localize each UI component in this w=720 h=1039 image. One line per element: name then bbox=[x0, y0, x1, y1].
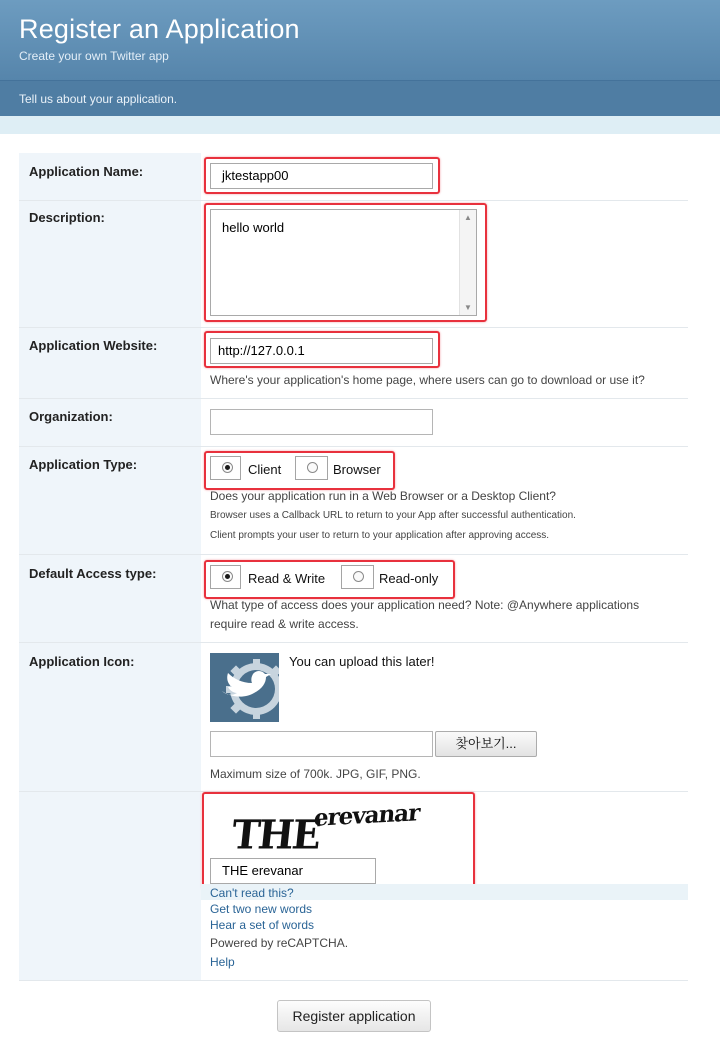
page-title: Register an Application bbox=[19, 14, 300, 44]
recaptcha-powered-text: Powered by reCAPTCHA. bbox=[210, 936, 349, 950]
scroll-up-icon[interactable]: ▲ bbox=[464, 213, 472, 222]
row-divider bbox=[19, 200, 688, 201]
radio-readonly[interactable] bbox=[353, 571, 364, 582]
access-type-hint-line2: require read & write access. bbox=[210, 617, 359, 631]
radio-readwrite-label[interactable]: Read & Write bbox=[248, 571, 326, 586]
row-divider bbox=[19, 980, 688, 981]
get-new-words-link[interactable]: Get two new words bbox=[210, 902, 313, 916]
captcha-word-1: THE bbox=[229, 810, 322, 859]
radio-client-label[interactable]: Client bbox=[248, 462, 282, 477]
row-divider bbox=[19, 327, 688, 328]
description-text: hello world bbox=[222, 220, 285, 235]
radio-browser-box[interactable] bbox=[295, 456, 328, 480]
app-type-hint: Does your application run in a Web Browser or a Desktop Client? bbox=[210, 489, 556, 503]
app-type-note-browser: Browser uses a Callback URL to return to your App after successful authentication. bbox=[210, 510, 576, 521]
website-label: Application Website: bbox=[29, 338, 158, 353]
app-type-note-client: Client prompts your user to return to your application after approving access. bbox=[210, 530, 550, 541]
app-name-input[interactable]: jktestapp00 bbox=[210, 163, 433, 189]
row-divider bbox=[19, 791, 688, 792]
upload-later-note: You can upload this later! bbox=[289, 654, 435, 669]
icon-file-path-input[interactable] bbox=[210, 731, 433, 757]
radio-client[interactable] bbox=[222, 462, 233, 473]
captcha-input[interactable]: THE erevanar bbox=[210, 858, 376, 884]
register-application-button[interactable]: Register application bbox=[277, 1000, 431, 1032]
row-divider bbox=[19, 446, 688, 447]
access-type-label: Default Access type: bbox=[29, 566, 157, 581]
scroll-down-icon[interactable]: ▼ bbox=[464, 303, 472, 312]
app-icon-label: Application Icon: bbox=[29, 654, 135, 669]
page-subtitle: Create your own Twitter app bbox=[19, 49, 169, 63]
textarea-scrollbar[interactable] bbox=[459, 210, 476, 315]
description-label: Description: bbox=[29, 210, 105, 225]
cant-read-link[interactable]: Can't read this? bbox=[210, 886, 294, 900]
website-hint: Where's your application's home page, where users can go to download or use it? bbox=[210, 373, 645, 387]
captcha-help-link[interactable]: Help bbox=[210, 955, 235, 969]
hear-words-link[interactable]: Hear a set of words bbox=[210, 918, 315, 932]
row-divider bbox=[19, 642, 688, 643]
section-tagline: Tell us about your application. bbox=[19, 92, 178, 106]
organization-label: Organization: bbox=[29, 409, 113, 424]
section-header bbox=[0, 80, 720, 116]
organization-input[interactable] bbox=[210, 409, 433, 435]
icon-size-hint: Maximum size of 700k. JPG, GIF, PNG. bbox=[210, 767, 421, 781]
radio-browser-label[interactable]: Browser bbox=[333, 462, 381, 477]
radio-browser[interactable] bbox=[307, 462, 318, 473]
header-stripe bbox=[0, 116, 720, 134]
app-name-label: Application Name: bbox=[29, 164, 144, 179]
row-divider bbox=[19, 398, 688, 399]
app-type-label: Application Type: bbox=[29, 457, 138, 472]
default-twitter-bird-icon bbox=[210, 653, 279, 722]
page-header bbox=[0, 0, 720, 80]
captcha-word-2: erevanar bbox=[312, 799, 421, 832]
radio-readwrite-box[interactable] bbox=[210, 565, 241, 589]
radio-readonly-box[interactable] bbox=[341, 565, 374, 589]
access-type-hint-line1: What type of access does your application need? Note: @Anywhere applications bbox=[210, 598, 640, 612]
radio-readwrite[interactable] bbox=[222, 571, 233, 582]
row-divider bbox=[19, 554, 688, 555]
radio-readonly-label[interactable]: Read-only bbox=[379, 571, 439, 586]
radio-client-box[interactable] bbox=[210, 456, 241, 480]
description-textarea[interactable] bbox=[210, 209, 477, 316]
website-input[interactable]: http://127.0.0.1 bbox=[210, 338, 433, 364]
browse-button[interactable]: 찾아보기... bbox=[435, 731, 537, 757]
